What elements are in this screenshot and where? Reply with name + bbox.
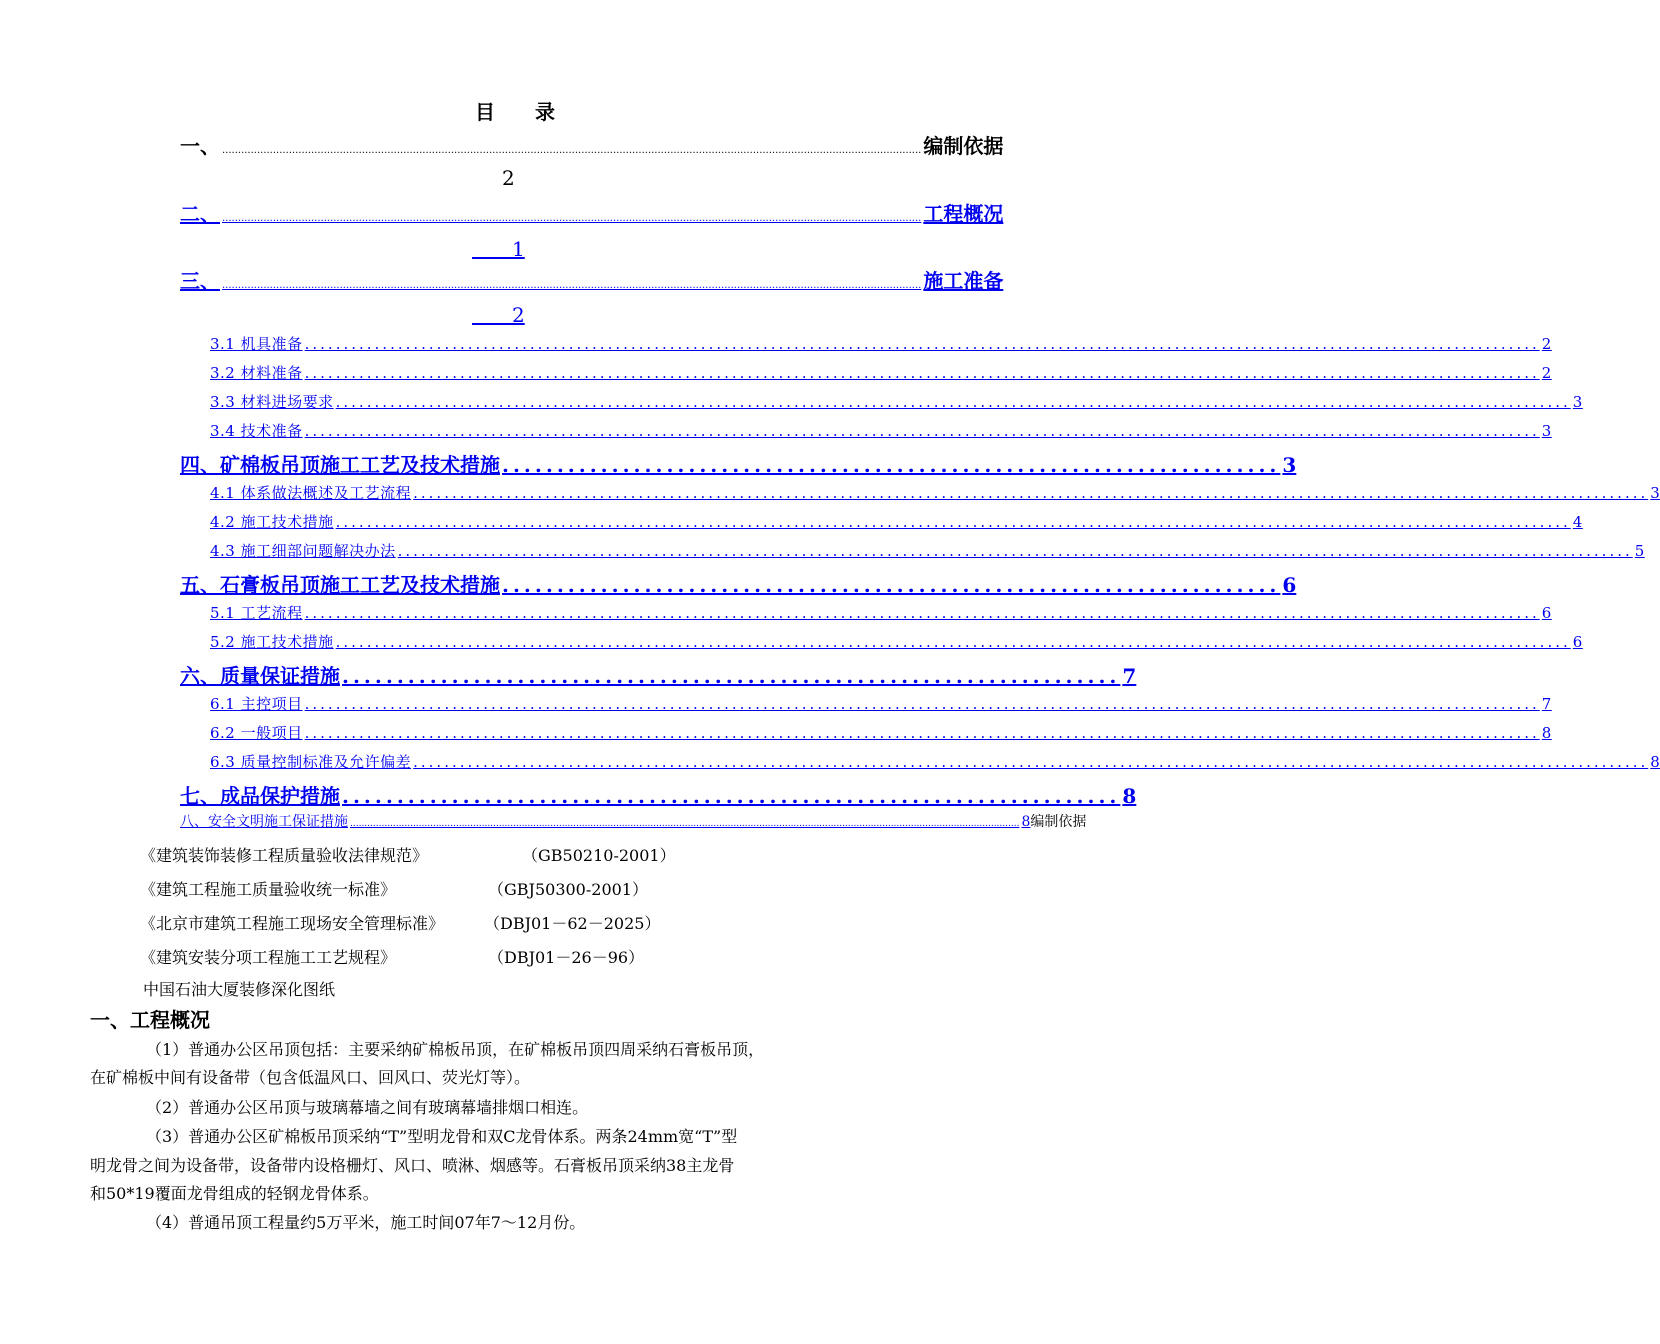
toc-leader: ............................................................................................................................................................... bbox=[304, 422, 1540, 440]
toc-entry-page[interactable]: 8 bbox=[1122, 784, 1137, 808]
toc-entry-label[interactable]: 5.2 施工技术措施 bbox=[210, 633, 334, 651]
paragraph-line: 明龙骨之间为设备带，设备带内设格栅灯、风口、喷淋、烟感等。石膏板吊顶采纳38主龙骨 bbox=[90, 1156, 735, 1175]
toc-entry-page[interactable]: 6 bbox=[1541, 604, 1552, 622]
toc-entry-page[interactable]: 8 bbox=[1541, 724, 1552, 742]
toc-leader: ............................................................................................................................................................... bbox=[335, 513, 1571, 531]
toc-entry-page[interactable]: 8 bbox=[1021, 814, 1031, 830]
toc-entry-page[interactable]: 2 bbox=[1541, 364, 1552, 382]
toc-entry-label[interactable]: 二、 bbox=[180, 202, 220, 226]
toc-entry-page[interactable]: 3 bbox=[1282, 453, 1297, 477]
toc-entry-title: 编制依据 bbox=[923, 134, 1004, 158]
toc-entry-title[interactable]: 工程概况 bbox=[923, 202, 1004, 226]
toc-entry-page[interactable]: 4 bbox=[1572, 513, 1583, 531]
toc-entry-page[interactable]: 3 bbox=[1572, 393, 1583, 411]
toc-entry-label[interactable]: 6.3 质量控制标准及允许偏差 bbox=[210, 753, 412, 771]
toc-entry-last[interactable] bbox=[180, 811, 1087, 831]
toc-entry-1[interactable] bbox=[180, 130, 1004, 159]
paragraph-line: （2）普通办公区吊顶与玻璃幕墙之间有玻璃幕墙排烟口相连。 bbox=[146, 1098, 589, 1117]
toc-leader: ............................................................................................................................................................... bbox=[304, 335, 1540, 353]
toc-leader: ............................................................................................................................................................... bbox=[413, 753, 1649, 771]
toc-entry-label[interactable]: 4.3 施工细部问题解决办法 bbox=[210, 542, 396, 560]
toc-entry-page[interactable]: 5 bbox=[1634, 542, 1645, 560]
paragraph-line: 和50*19覆面龙骨组成的轻钢龙骨体系。 bbox=[90, 1184, 379, 1203]
toc-leader: ....................................................................... bbox=[342, 784, 1121, 808]
paragraph-line: （1）普通办公区吊顶包括：主要采纳矿棉板吊顶，在矿棉板吊顶四周采纳石膏板吊顶， bbox=[146, 1040, 765, 1059]
toc-entry-label[interactable]: 4.2 施工技术措施 bbox=[210, 513, 334, 531]
toc-entry[interactable] bbox=[210, 482, 1660, 503]
toc-entry-label[interactable]: 七、成品保护措施 bbox=[180, 784, 340, 808]
toc-entry[interactable] bbox=[210, 391, 1583, 412]
reference-code: （DBJ01－62－2025） bbox=[484, 914, 661, 933]
toc-leader: ............................................................................................................................................................... bbox=[304, 724, 1540, 742]
toc-entry[interactable] bbox=[210, 722, 1552, 743]
toc-leader: ....................................................................... bbox=[502, 453, 1281, 477]
toc-leader: ....................................................................... bbox=[342, 664, 1121, 688]
toc-entry-page: 2 bbox=[512, 303, 525, 327]
toc-entry[interactable] bbox=[210, 602, 1552, 623]
reference-code: （DBJ01－26－96） bbox=[488, 948, 645, 967]
toc-entry-label[interactable]: 5.1 工艺流程 bbox=[210, 604, 303, 622]
toc-entry-page[interactable]: 2 bbox=[1541, 335, 1552, 353]
toc-entry-page-link[interactable] bbox=[472, 233, 525, 262]
toc-entry-page[interactable]: 7 bbox=[1122, 664, 1137, 688]
toc-entry-page[interactable]: 3 bbox=[1541, 422, 1552, 440]
toc-entry[interactable] bbox=[180, 569, 1297, 598]
toc-entry-label[interactable]: 3.1 机具准备 bbox=[210, 335, 303, 353]
toc-entry-title[interactable]: 施工准备 bbox=[923, 269, 1004, 293]
toc-title: 目 录 bbox=[475, 100, 555, 124]
toc-entry-page: 1 bbox=[512, 237, 525, 261]
reference-code: （GB50210-2001） bbox=[522, 846, 676, 865]
toc-entry-page[interactable]: 6 bbox=[1282, 573, 1297, 597]
toc-entry[interactable] bbox=[210, 362, 1552, 383]
toc-trailing-text: 编制依据 bbox=[1030, 814, 1087, 830]
toc-entry-label[interactable]: 五、石膏板吊顶施工工艺及技术措施 bbox=[180, 573, 500, 597]
toc-entry-page: 2 bbox=[502, 166, 515, 190]
toc-entry-label[interactable]: 4.1 体系做法概述及工艺流程 bbox=[210, 484, 412, 502]
toc-entry-label[interactable]: 6.2 一般项目 bbox=[210, 724, 303, 742]
toc-entry-label[interactable]: 6.1 主控项目 bbox=[210, 695, 303, 713]
toc-entry-page[interactable]: 7 bbox=[1541, 695, 1552, 713]
toc-entry[interactable] bbox=[210, 631, 1583, 652]
toc-entry[interactable] bbox=[210, 540, 1645, 561]
toc-entry-label[interactable]: 3.3 材料进场要求 bbox=[210, 393, 334, 411]
toc-entry[interactable] bbox=[180, 660, 1137, 689]
toc-leader: ............................................................................................................................................................... bbox=[413, 484, 1649, 502]
toc-leader: ............................................................................................................................................................... bbox=[304, 604, 1540, 622]
paragraph-line: （3）普通办公区矿棉板吊顶采纳“T”型明龙骨和双C龙骨体系。两条24mm宽“T”型 bbox=[146, 1127, 738, 1146]
toc-leader: ............................................................................................................................................................................................................................ bbox=[222, 280, 922, 291]
toc-entry-label[interactable]: 3.4 技术准备 bbox=[210, 422, 303, 440]
toc-entry-3[interactable] bbox=[180, 265, 1004, 294]
toc-leader: ............................................................................................................................................................... bbox=[304, 364, 1540, 382]
toc-leader: ............................................................................................................................................................................................................................ bbox=[222, 145, 922, 156]
paragraph-line: 在矿棉板中间有设备带（包含低温风口、回风口、荧光灯等）。 bbox=[90, 1068, 531, 1087]
toc-entry[interactable] bbox=[180, 780, 1137, 809]
toc-entry[interactable] bbox=[210, 751, 1660, 772]
toc-leader: ....................................................................... bbox=[502, 573, 1281, 597]
toc-entry-label[interactable]: 三、 bbox=[180, 269, 220, 293]
toc-entry[interactable] bbox=[180, 449, 1297, 478]
toc-leader: ............................................................................................................................................................... bbox=[335, 393, 1571, 411]
toc-entry-label[interactable]: 八、安全文明施工保证措施 bbox=[180, 814, 348, 830]
section-heading: 一、工程概况 bbox=[90, 1008, 210, 1032]
drawing-reference: 中国石油大厦装修深化图纸 bbox=[143, 980, 336, 999]
toc-entry-label[interactable]: 3.2 材料准备 bbox=[210, 364, 303, 382]
reference-name: 《建筑工程施工质量验收统一标准》 bbox=[140, 880, 397, 899]
reference-name: 《建筑安装分项工程施工工艺规程》 bbox=[140, 948, 397, 967]
toc-entry-page[interactable]: 6 bbox=[1572, 633, 1583, 651]
reference-name: 《北京市建筑工程施工现场安全管理标准》 bbox=[140, 914, 445, 933]
toc-leader: ............................................................................................................................................................... bbox=[397, 542, 1633, 560]
toc-entry-label: 一、 bbox=[180, 134, 220, 158]
toc-leader: .......................................................................................................................................................................................................................................... bbox=[350, 819, 1020, 829]
toc-entry-label[interactable]: 六、质量保证措施 bbox=[180, 664, 340, 688]
reference-name: 《建筑装饰装修工程质量验收法律规范》 bbox=[140, 846, 429, 865]
toc-entry[interactable] bbox=[210, 333, 1552, 354]
toc-entry-2[interactable] bbox=[180, 198, 1004, 227]
toc-entry[interactable] bbox=[210, 420, 1552, 441]
toc-entry-page[interactable]: 8 bbox=[1650, 753, 1660, 771]
toc-leader: ............................................................................................................................................................... bbox=[335, 633, 1571, 651]
toc-leader: ............................................................................................................................................................... bbox=[304, 695, 1540, 713]
reference-code: （GBJ50300-2001） bbox=[488, 880, 648, 899]
toc-entry-page[interactable]: 3 bbox=[1650, 484, 1660, 502]
paragraph-line: （4）普通吊顶工程量约5万平米，施工时间07年7～12月份。 bbox=[146, 1213, 586, 1232]
toc-entry[interactable] bbox=[210, 511, 1583, 532]
toc-entry[interactable] bbox=[210, 693, 1552, 714]
toc-entry-label[interactable]: 四、矿棉板吊顶施工工艺及技术措施 bbox=[180, 453, 500, 477]
toc-entry-page-link[interactable] bbox=[472, 299, 525, 328]
toc-leader: ............................................................................................................................................................................................................................ bbox=[222, 213, 922, 224]
